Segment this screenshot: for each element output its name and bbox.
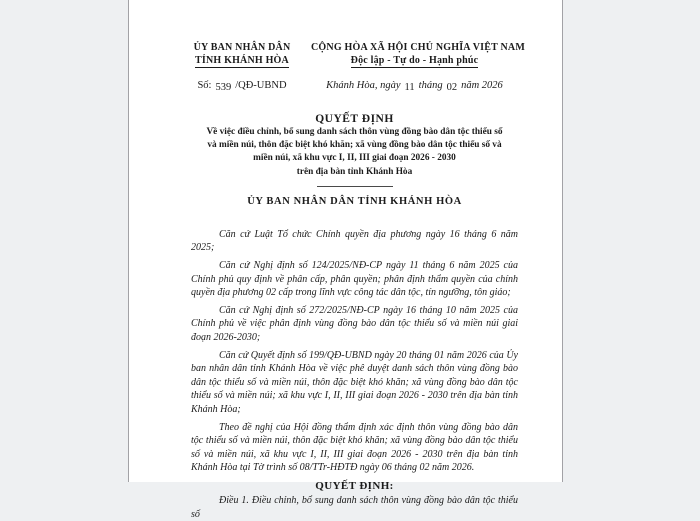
date-year-label: năm 2026 xyxy=(461,80,503,91)
issuing-agency-block xyxy=(173,42,311,92)
clipped-next-line: Điều 1. Điều chỉnh, bổ sung danh sách thôn vùng đồng bào dân tộc thiểu số xyxy=(191,494,518,520)
recital-paragraph: Theo đề nghị của Hội đồng thẩm định xác định thôn vùng đồng bào dân tộc thiểu số và miền núi, thôn đặc biệt khó khăn; xã vùng đồng bào dân tộc thiểu số và miền núi, xã khu vực I, II, III giai đoạn 2026 - 2030 trên địa bàn tỉnh Khánh Hòa tại Tờ trình số 08/TTr-HĐTĐ ngày 06 tháng 02 năm 2026. xyxy=(191,421,518,474)
agency-name-line2 xyxy=(173,55,311,68)
date-day: 11 xyxy=(404,82,415,93)
document-page xyxy=(128,0,563,520)
recital-paragraph: Căn cứ Nghị định số 124/2025/NĐ-CP ngày 11 tháng 6 năm 2025 của Chính phủ quy định về phân cấp, phân quyền; phân định thẩm quyền của chính quyền địa phương 02 cấp trong lĩnh vực công tác dân tộc, tín ngưỡng, tôn giáo; xyxy=(191,260,518,299)
decision-subtitle-line2: và miền núi, thôn đặc biệt khó khăn; xã vùng đồng bào dân tộc thiểu số và xyxy=(207,140,502,151)
place-date-prefix: Khánh Hòa, ngày xyxy=(326,80,401,91)
decision-subtitle-line4: trên địa bàn tỉnh Khánh Hòa xyxy=(296,166,413,177)
title-block xyxy=(191,112,518,187)
recital-paragraph: Căn cứ Luật Tổ chức Chính quyền địa phương ngày 16 tháng 6 năm 2025; xyxy=(191,228,518,254)
national-motto xyxy=(311,55,518,68)
recital-paragraph: Căn cứ Quyết định số 199/QĐ-UBND ngày 20 tháng 01 năm 2026 của Ủy ban nhân dân tỉnh Khánh Hòa về việc phê duyệt danh sách thôn vùng đồng bào dân tộc thiểu số và miền núi, thôn đặc biệt khó khăn; xã vùng đồng bào dân tộc thiểu số và miền núi; xã khu vực I, II, III giai đoạn 2026 - 2030 trên địa bàn tỉnh Khánh Hòa; xyxy=(191,349,518,415)
number-value: 539 xyxy=(215,82,232,93)
document-content xyxy=(191,112,518,521)
national-motto-block xyxy=(311,42,525,93)
number-suffix: /QĐ-UBND xyxy=(235,80,287,91)
decision-subtitle-line1: Về việc điều chỉnh, bổ sung danh sách thôn vùng đồng bào dân tộc thiểu số xyxy=(206,127,503,137)
place-date-line xyxy=(311,80,518,92)
recitals-section xyxy=(191,228,518,475)
title-divider-rule xyxy=(317,186,393,187)
agency-name-line1: ỦY BAN NHÂN DÂN xyxy=(193,42,291,53)
decision-section-heading: QUYẾT ĐỊNH: xyxy=(315,479,394,492)
document-header xyxy=(173,42,525,93)
national-title: CỘNG HÒA XÃ HỘI CHỦ NGHĨA VIỆT NAM xyxy=(311,42,525,53)
decision-subtitle-line3: miền núi, xã khu vực I, II, III giai đoạn 2026 - 2030 xyxy=(253,153,456,164)
document-number-line xyxy=(173,80,311,92)
recital-paragraph: Căn cứ Nghị định số 272/2025/NĐ-CP ngày 16 tháng 10 năm 2025 của Chính phủ về việc phân định vùng đồng bào dân tộc thiểu số và miền núi giai đoạn 2026-2030; xyxy=(191,304,518,343)
motto-underlined: Độc lập - Tự do - Hạnh phúc xyxy=(350,54,479,66)
date-month-label: tháng xyxy=(418,80,443,91)
issuer-heading: ỦY BAN NHÂN DÂN TỈNH KHÁNH HÒA xyxy=(247,195,462,207)
number-label: Số: xyxy=(197,80,212,91)
agency-province-underlined: TỈNH KHÁNH HÒA xyxy=(195,54,289,66)
date-month: 02 xyxy=(446,82,458,93)
decision-title: QUYẾT ĐỊNH xyxy=(315,113,394,125)
